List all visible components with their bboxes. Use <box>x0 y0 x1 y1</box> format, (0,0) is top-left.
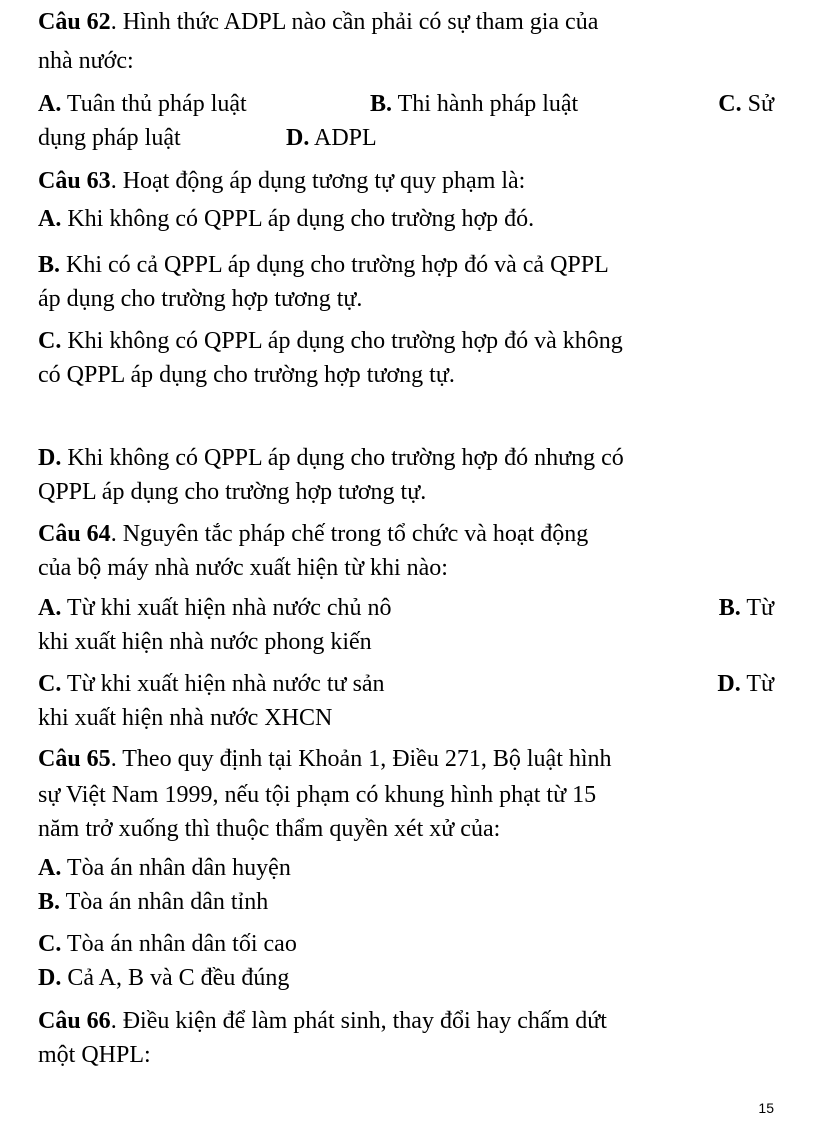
question-62-option-a: A. Tuân thủ pháp luật <box>38 91 247 117</box>
question-label: Câu 63 <box>38 168 111 194</box>
question-64-option-d-cont: khi xuất hiện nhà nước XHCN <box>38 705 333 731</box>
question-62-stem-cont: nhà nước: <box>38 48 134 74</box>
question-65-stem-cont-1: sự Việt Nam 1999, nếu tội phạm có khung hình phạt từ 15 <box>38 782 597 808</box>
question-64-option-c: C. Từ khi xuất hiện nhà nước tư sản <box>38 671 385 697</box>
page-number: 15 <box>758 1100 774 1116</box>
question-label: Câu 64 <box>38 521 111 547</box>
question-63-option-d-cont: QPPL áp dụng cho trường hợp tương tự. <box>38 479 427 505</box>
question-62-option-c: C. Sử <box>718 91 774 117</box>
question-64-option-b-cont: khi xuất hiện nhà nước phong kiến <box>38 629 372 655</box>
question-64-option-b: B. Từ <box>718 595 774 621</box>
question-65-stem-cont-2: năm trở xuống thì thuộc thẩm quyền xét xử của: <box>38 816 501 842</box>
question-64-stem-cont: của bộ máy nhà nước xuất hiện từ khi nào: <box>38 555 448 581</box>
question-label: Câu 65 <box>38 746 111 772</box>
question-65-option-a: A. Tòa án nhân dân huyện <box>38 855 291 881</box>
question-63-option-a: A. Khi không có QPPL áp dụng cho trường hợp đó. <box>38 206 535 232</box>
question-label: Câu 62 <box>38 9 111 35</box>
question-62-option-c-cont: dụng pháp luật <box>38 125 181 151</box>
question-64-stem: Câu 64. Nguyên tắc pháp chế trong tổ chức và hoạt động <box>38 521 589 547</box>
question-63-option-b: B. Khi có cả QPPL áp dụng cho trường hợp đó và cả QPPL <box>38 252 609 278</box>
question-63-option-d: D. Khi không có QPPL áp dụng cho trường hợp đó nhưng có <box>38 445 624 471</box>
question-64-option-a: A. Từ khi xuất hiện nhà nước chủ nô <box>38 595 392 621</box>
question-65-option-b: B. Tòa án nhân dân tỉnh <box>38 889 269 915</box>
question-66-stem: Câu 66. Điều kiện để làm phát sinh, thay đổi hay chấm dứt <box>38 1008 607 1034</box>
question-62-stem: Câu 62. Hình thức ADPL nào cần phải có sự tham gia của <box>38 9 599 35</box>
question-65-stem: Câu 65. Theo quy định tại Khoản 1, Điều 271, Bộ luật hình <box>38 746 612 772</box>
question-65-option-d: D. Cả A, B và C đều đúng <box>38 965 290 991</box>
question-62-option-d: D. ADPL <box>286 125 377 151</box>
question-label: Câu 66 <box>38 1008 111 1034</box>
question-63-stem: Câu 63. Hoạt động áp dụng tương tự quy phạm là: <box>38 168 526 194</box>
question-63-option-c-cont: có QPPL áp dụng cho trường hợp tương tự. <box>38 362 455 388</box>
question-62-option-b: B. Thi hành pháp luật <box>370 91 579 117</box>
question-64-option-d: D. Từ <box>717 671 774 697</box>
question-65-option-c: C. Tòa án nhân dân tối cao <box>38 931 297 957</box>
question-63-option-b-cont: áp dụng cho trường hợp tương tự. <box>38 286 363 312</box>
question-66-stem-cont: một QHPL: <box>38 1042 151 1068</box>
question-63-option-c: C. Khi không có QPPL áp dụng cho trường hợp đó và không <box>38 328 623 354</box>
